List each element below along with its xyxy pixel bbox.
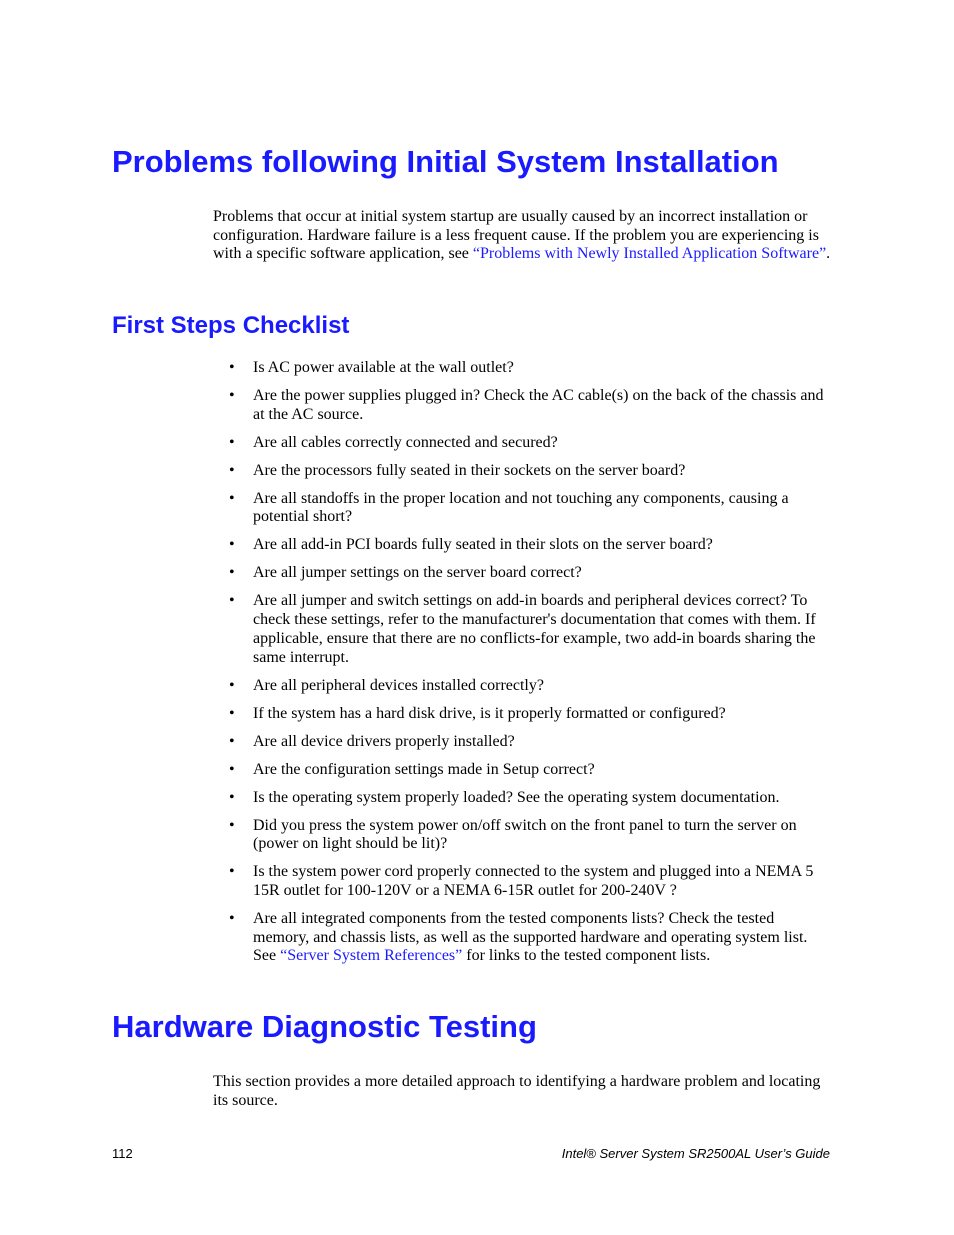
intro-paragraph [213, 208, 833, 264]
list-item-text: Is the operating system properly loaded? See the operating system documentation. [253, 788, 780, 806]
list-item [213, 564, 833, 583]
list-item [213, 462, 833, 481]
link-problems-newly-installed-software[interactable]: “Problems with Newly Installed Application Software” [472, 245, 827, 263]
list-item-text: Are all jumper settings on the server board correct? [253, 564, 582, 582]
list-item-text: Are all add-in PCI boards fully seated in their slots on the server board? [253, 536, 713, 554]
intro-end: . [826, 245, 831, 263]
bullet-icon: • [229, 433, 235, 451]
list-item-text: Is the system power cord properly connected to the system and plugged into a NEMA 5 15R outlet for 100-120V or a NEMA 6-15R outlet for 200-240V ? [253, 863, 814, 899]
bullet-icon: • [229, 461, 235, 479]
list-item [213, 677, 833, 696]
bullet-icon: • [229, 863, 235, 881]
bullet-icon: • [229, 676, 235, 694]
list-item-text: If the system has a hard disk drive, is it properly formatted or configured? [253, 704, 726, 722]
list-item [213, 490, 833, 527]
list-item-text: Are the processors fully seated in their sockets on the server board? [253, 461, 686, 479]
bullet-icon: • [229, 536, 235, 554]
bullet-icon: • [229, 592, 235, 610]
document-title-footer: Intel® Server System SR2500AL User’s Guide [561, 1146, 830, 1161]
section-title-first-steps-checklist: First Steps Checklist [112, 312, 350, 339]
link-server-system-references[interactable]: “Server System References” [280, 947, 463, 965]
section-title-problems-initial-installation: Problems following Initial System Installation [112, 144, 779, 179]
list-item-text: Are all jumper and switch settings on add-in boards and peripheral devices correct? To check these settings, refer to the manufacturer's documentation that comes with them. If applicable, ensure that there are no conflicts-for example, two add-in boards sharing the same interrupt. [253, 592, 816, 666]
list-item-text-after-link: for links to the tested component lists. [462, 947, 711, 965]
list-item [213, 359, 833, 378]
list-item [213, 761, 833, 780]
list-item [213, 536, 833, 555]
list-item [213, 863, 833, 900]
checklist-list [213, 359, 833, 975]
list-item [213, 387, 833, 424]
bullet-icon: • [229, 359, 235, 376]
bullet-icon: • [229, 489, 235, 507]
bullet-icon: • [229, 816, 235, 834]
page-number: 112 [112, 1146, 133, 1161]
bullet-icon: • [229, 704, 235, 722]
list-item [213, 705, 833, 724]
list-item [213, 733, 833, 752]
list-item-text: Are the power supplies plugged in? Check the AC cable(s) on the back of the chassis and at the AC source. [253, 387, 824, 423]
bullet-icon: • [229, 387, 235, 404]
list-item-text: Are all device drivers properly installed? [253, 732, 515, 750]
list-item-text: Are all cables correctly connected and secured? [253, 433, 558, 451]
list-item [213, 789, 833, 808]
list-item [213, 434, 833, 453]
bullet-icon: • [229, 909, 235, 927]
section-title-hardware-diagnostic-testing: Hardware Diagnostic Testing [112, 1009, 537, 1044]
list-item [213, 910, 833, 966]
bullet-icon: • [229, 760, 235, 778]
list-item-text: Is AC power available at the wall outlet? [253, 359, 514, 376]
list-item [213, 817, 833, 854]
list-item-text: Are all peripheral devices installed correctly? [253, 676, 544, 694]
bullet-icon: • [229, 564, 235, 582]
list-item-text: Are the configuration settings made in Setup correct? [253, 760, 595, 778]
list-item-text-before-link: Are all integrated components from the tested components lists? Check the tested memory, and chassis lists, as well as the supported hardware and operating system list. See [253, 909, 808, 965]
list-item [213, 592, 833, 667]
bullet-icon: • [229, 732, 235, 750]
hardware-diagnostic-paragraph: This section provides a more detailed approach to identifying a hardware problem and locating its source. [213, 1073, 821, 1109]
intro-text: Problems that occur at initial system startup are usually caused by an incorrect installation or configuration. Hardware failure is a less frequent cause. If the problem you are experiencing is with a specific software application, see [213, 208, 819, 263]
bullet-icon: • [229, 788, 235, 806]
list-item-text: Did you press the system power on/off switch on the front panel to turn the server on (power on light should be lit)? [253, 816, 797, 853]
list-item-text: Are all standoffs in the proper location and not touching any components, causing a potential short? [253, 489, 789, 526]
